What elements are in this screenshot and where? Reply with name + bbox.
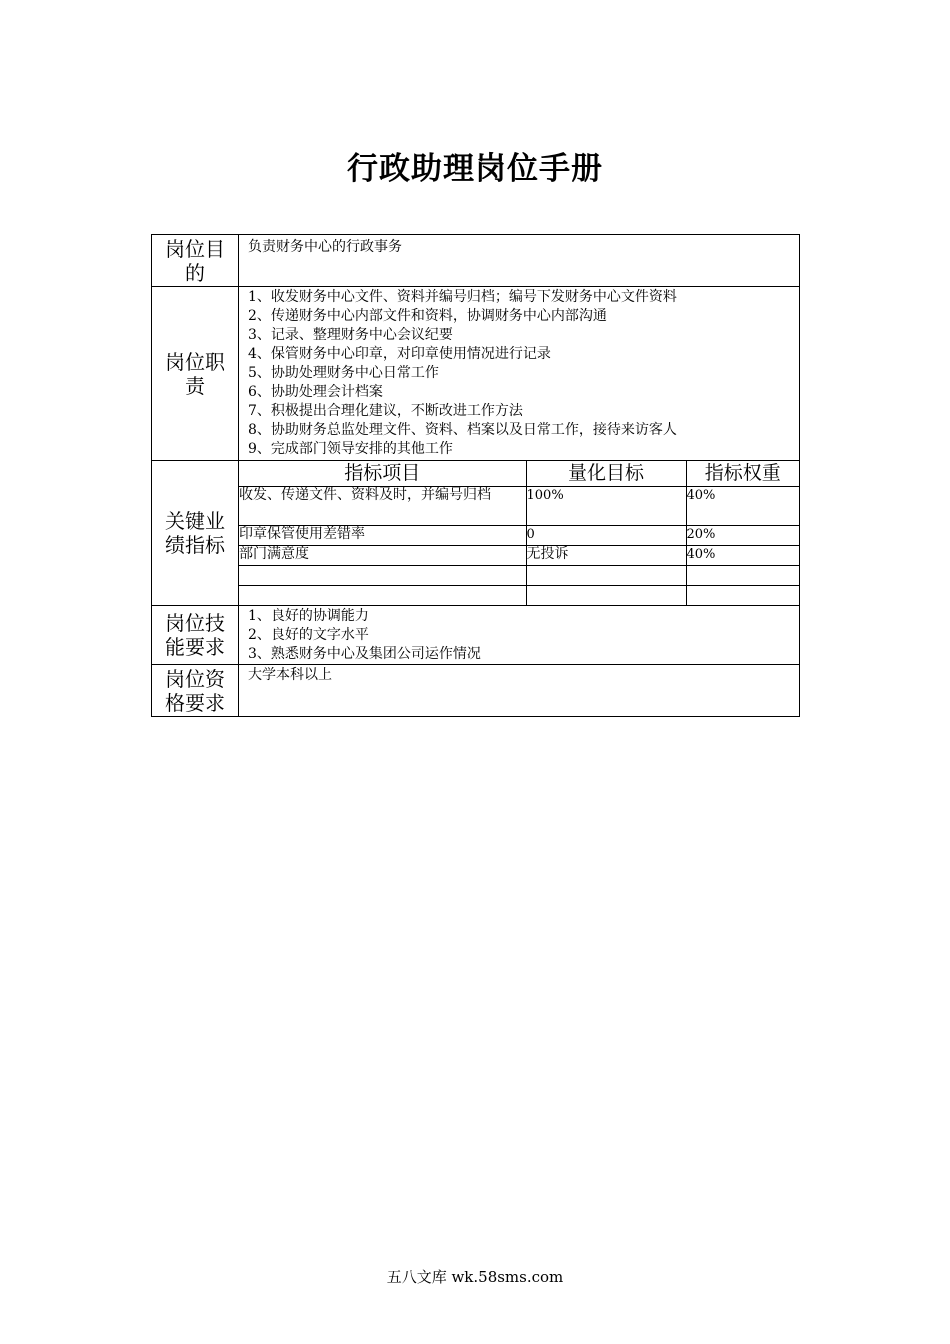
kpi-weight-cell: 40% — [686, 486, 799, 525]
purpose-text: 负责财务中心的行政事务 — [248, 239, 402, 255]
purpose-label-cell — [152, 235, 239, 287]
kpi-target-cell: 无投诉 — [526, 545, 686, 565]
table-row — [239, 585, 799, 605]
duties-label-cell — [152, 287, 239, 461]
kpi-item-cell: 印章保管使用差错率 — [239, 525, 526, 545]
duties-label: 岗位职责 — [165, 349, 225, 398]
duties-row — [152, 287, 800, 461]
qualification-label: 岗位资格要求 — [165, 666, 225, 715]
kpi-target-cell: 100% — [526, 486, 686, 525]
kpi-header-item: 指标项目 — [239, 461, 526, 486]
kpi-label-cell — [152, 461, 239, 606]
kpi-weight-cell: 20% — [686, 525, 799, 545]
skills-content-cell — [239, 606, 800, 665]
kpi-item-cell — [239, 585, 526, 605]
kpi-header-weight: 指标权重 — [686, 461, 799, 486]
qualification-label-cell — [152, 665, 239, 717]
duty-item: 6、协助处理会计档案 — [248, 384, 383, 400]
kpi-label: 关键业绩指标 — [165, 509, 225, 557]
kpi-row — [152, 461, 800, 606]
skill-item: 1、良好的协调能力 — [248, 608, 369, 624]
duty-item: 9、完成部门领导安排的其他工作 — [248, 441, 453, 457]
skill-item: 3、熟悉财务中心及集团公司运作情况 — [248, 646, 481, 662]
skill-item: 2、良好的文字水平 — [248, 627, 369, 643]
qualification-text: 大学本科以上 — [248, 667, 332, 683]
table-row — [239, 486, 799, 525]
table-row — [239, 525, 799, 545]
duty-item: 2、传递财务中心内部文件和资料，协调财务中心内部沟通 — [248, 308, 607, 324]
duty-item: 1、收发财务中心文件、资料并编号归档；编号下发财务中心文件资料 — [248, 289, 677, 305]
skills-row — [152, 606, 800, 665]
kpi-weight-cell — [686, 565, 799, 585]
kpi-weight-cell — [686, 585, 799, 605]
purpose-row — [152, 235, 800, 287]
kpi-header-row — [239, 461, 799, 486]
job-manual-table — [151, 234, 800, 717]
kpi-table — [239, 461, 799, 605]
kpi-weight-cell: 40% — [686, 545, 799, 565]
kpi-item-cell: 部门满意度 — [239, 545, 526, 565]
kpi-content-cell — [239, 461, 800, 606]
kpi-header-target: 量化目标 — [526, 461, 686, 486]
kpi-item-cell — [239, 565, 526, 585]
document-title: 行政助理岗位手册 — [347, 151, 603, 187]
duty-item: 7、积极提出合理化建议，不断改进工作方法 — [248, 403, 523, 419]
duty-item: 5、协助处理财务中心日常工作 — [248, 365, 439, 381]
duties-content-cell — [239, 287, 800, 461]
duty-item: 8、协助财务总监处理文件、资料、档案以及日常工作，接待来访客人 — [248, 422, 677, 438]
skills-label: 岗位技能要求 — [165, 611, 225, 659]
qualification-row — [152, 665, 800, 717]
duty-item: 4、保管财务中心印章，对印章使用情况进行记录 — [248, 346, 551, 362]
qualification-content-cell — [239, 665, 800, 717]
kpi-target-cell — [526, 585, 686, 605]
skills-label-cell — [152, 606, 239, 665]
kpi-target-cell — [526, 565, 686, 585]
purpose-label: 岗位目的 — [165, 236, 225, 285]
kpi-item-cell: 收发、传递文件、资料及时，并编号归档 — [239, 486, 526, 525]
page-footer: 五八文库 wk.58sms.com — [386, 1268, 564, 1286]
purpose-content-cell — [239, 235, 800, 287]
table-row — [239, 545, 799, 565]
duties-list — [239, 287, 799, 459]
kpi-target-cell: 0 — [526, 525, 686, 545]
skills-list — [239, 606, 799, 664]
duty-item: 3、记录、整理财务中心会议纪要 — [248, 327, 453, 343]
table-row — [239, 565, 799, 585]
